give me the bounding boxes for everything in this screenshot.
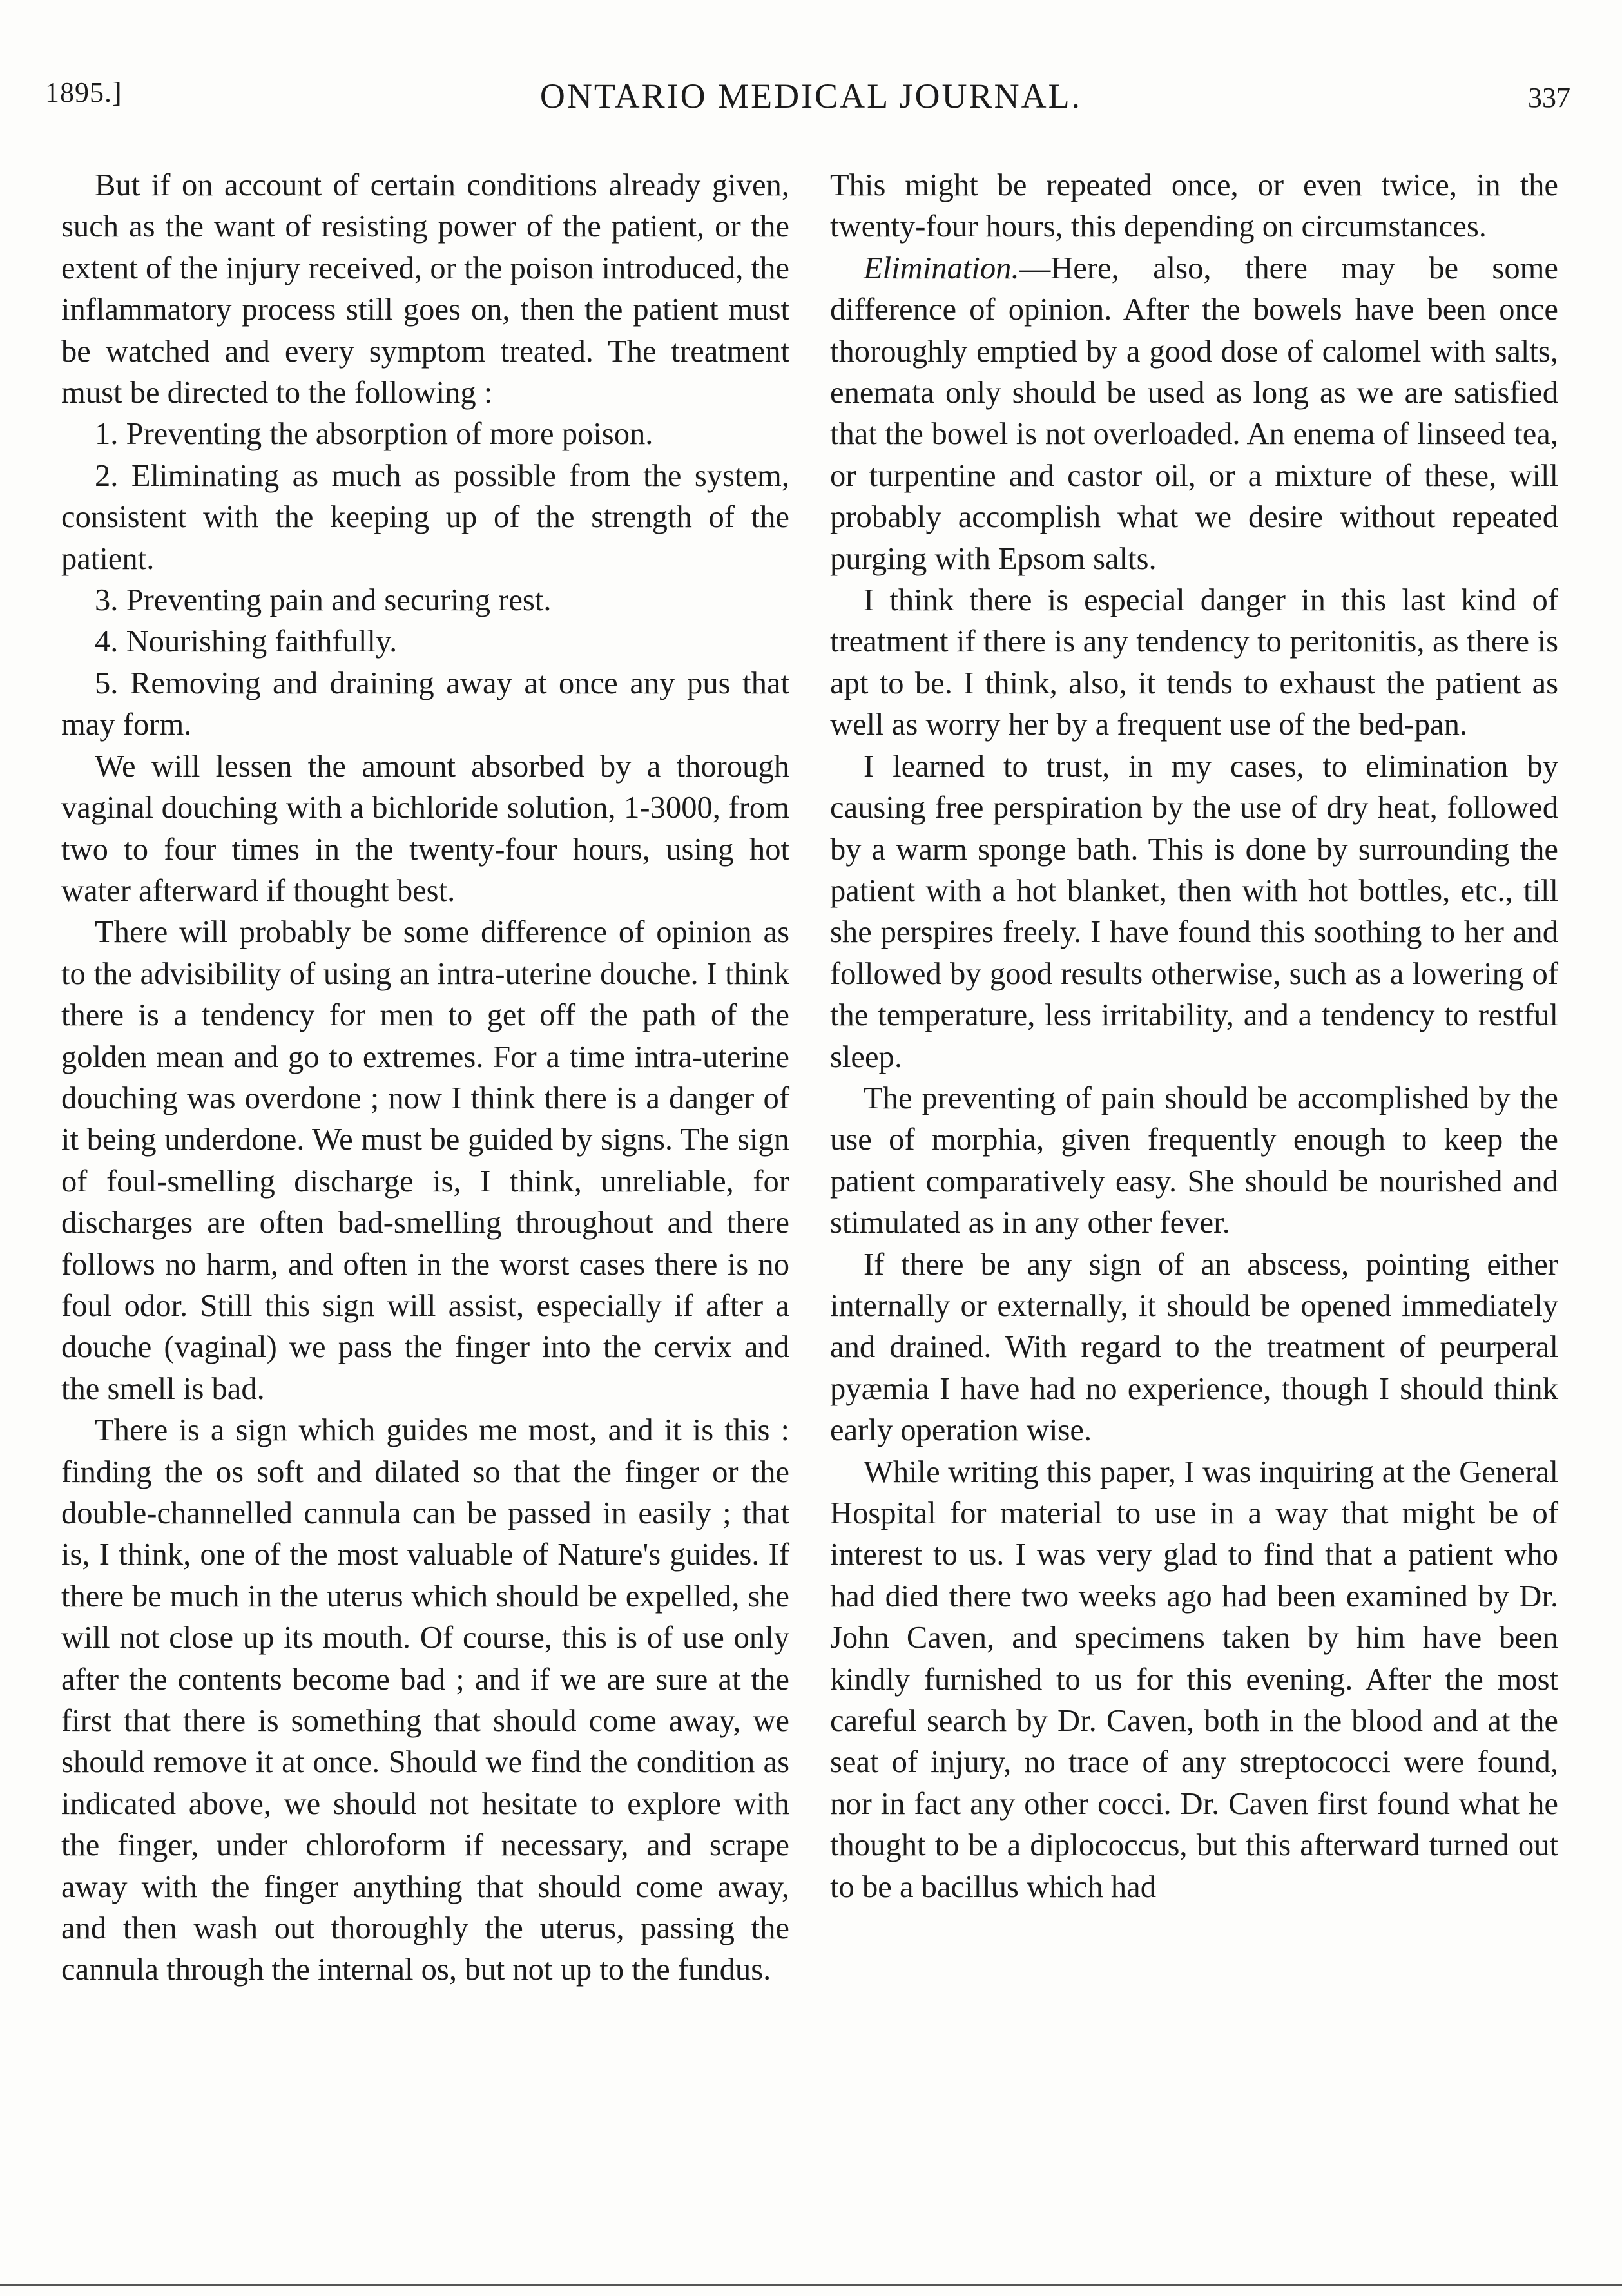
list-item: 2. Eliminating as much as possible from the system, consistent with the keeping up of the strength of the patient.	[61, 458, 789, 576]
header-year: 1895.]	[45, 77, 122, 108]
list-item: 3. Preventing pain and securing rest.	[95, 583, 552, 618]
paragraph: The preventing of pain should be accomplished by the use of morphia, given frequently enough to keep the patient comparatively easy. She should be nourished and stimulated as in any other fever.	[830, 1080, 1558, 1240]
paragraph: There will probably be some difference of opinion as to the advisibility of using an intra-uterine douche. I think there is a tendency for men to get off the path of the golden mean and go to extremes. For a time intra-uterine douching was overdone ; now I think there is a danger of it being underdone. We must be guided by signs. The sign of foul-smelling discharge is, I think, unreliable, for discharges are often bad-smelling throughout and there follows no harm, and often in the worst cases there is no foul odor. Still this sign will assist, especially if after a douche (vaginal) we pass the finger into the cervix and the smell is bad.	[61, 914, 789, 1406]
paragraph: But if on account of certain conditions already given, such as the want of resisting power of the patient, or the extent of the injury received, or the poison introduced, the inflammatory process still goes on, then the patient must be watched and every symptom treated. The treatment must be directed to the following :	[61, 168, 789, 410]
journal-title: ONTARIO MEDICAL JOURNAL.	[539, 77, 1083, 115]
paragraph: We will lessen the amount absorbed by a thorough vaginal douching with a bichloride solution, 1-3000, from two to four times in the twenty-four hours, using hot water afterward if thought best.	[61, 748, 789, 908]
paragraph: This might be repeated once, or even twice, in the twenty-four hours, this depending on circumstances.	[830, 168, 1558, 244]
left-column	[61, 164, 789, 1991]
page-number: 337	[1528, 82, 1570, 113]
paragraph: I learned to trust, in my cases, to elimination by causing free perspiration by the use of dry heat, followed by a warm sponge bath. This is done by surrounding the patient with a hot blanket, then with hot bottles, etc., till she perspires freely. I have found this soothing to her and followed by good results otherwise, such as a lowering of the temperature, less irritability, and a tendency to restful sleep.	[830, 748, 1558, 1074]
paragraph: If there be any sign of an abscess, pointing either internally or externally, it should be opened immediately and drained. With regard to the treatment of peurperal pyæmia I have had no experience, though I should think early operation wise.	[830, 1246, 1558, 1448]
paragraph-elimination	[830, 247, 1558, 579]
paragraph-text: —Here, also, there may be some difference of opinion. After the bowels have been once thoroughly emptied by a good dose of calomel with salts, enemata only should be used as long as we are satisfied that the bowel is not overloaded. An enema of linseed tea, or turpentine and castor oil, or a mixture of these, will probably accomplish what we desire without repeated purging with Epsom salts.	[830, 250, 1558, 576]
running-header	[0, 76, 1622, 128]
list-item: 5. Removing and draining away at once any pus that may form.	[61, 665, 789, 742]
paragraph: There is a sign which guides me most, and it is this : finding the os soft and dilated so that the finger or the double-channelled cannula can be passed in easily ; that is, I think, one of the most valuable of Nature's guides. If there be much in the uterus which should be expelled, she will not close up its mouth. Of course, this is of use only after the contents become bad ; and if we are sure at the first that there is something that should come away, we should remove it at once. Should we find the condition as indicated above, we should not hesitate to explore with the finger, under chloroform if necessary, and scrape away with the finger anything that should come away, and then wash out thoroughly the uterus, passing the cannula through the internal os, but not up to the fundus.	[61, 1413, 789, 1987]
paragraph: I think there is especial danger in this last kind of treatment if there is any tendency to peritonitis, as there is apt to be. I think, also, it tends to exhaust the patient as well as worry her by a frequent use of the bed-pan.	[830, 583, 1558, 742]
right-column	[830, 164, 1558, 1907]
section-lead: Elimination.	[864, 250, 1019, 285]
list-item: 4. Nourishing faithfully.	[95, 624, 398, 659]
paragraph: While writing this paper, I was inquiring at the General Hospital for material to use in a way that might be of interest to us. I was very glad to find that a patient who had died there two weeks ago had been examined by Dr. John Caven, and specimens taken by him have been kindly furnished to us for this evening. After the most careful search by Dr. Caven, both in the blood and at the seat of injury, no trace of any streptococci were found, nor in fact any other cocci. Dr. Caven first found what he thought to be a diplococcus, but this afterward turned out to be a bacillus which had	[830, 1454, 1558, 1904]
list-item: 1. Preventing the absorption of more poison.	[95, 416, 653, 452]
page-bottom-edge	[0, 2284, 1622, 2286]
